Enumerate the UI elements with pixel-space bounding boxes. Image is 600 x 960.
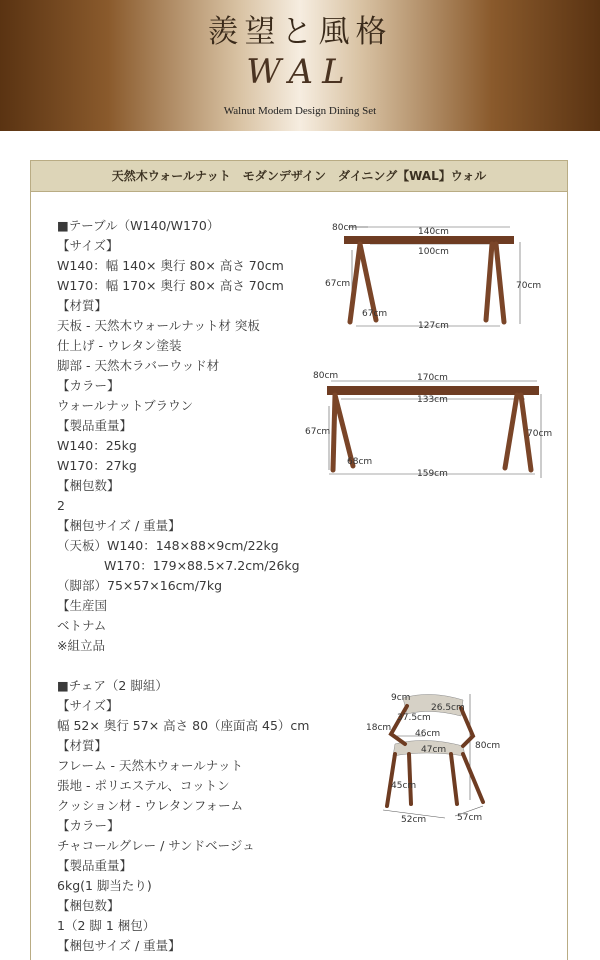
spec-line: W170：179×88.5×7.2cm/26kg (104, 558, 300, 573)
spec-line: 【サイズ】 (57, 698, 119, 713)
spec-line: ウォールナットブラウン (57, 398, 194, 413)
dim-arm: 9cm (391, 693, 411, 703)
spec-line: 【梱包数】 (57, 478, 120, 493)
banner-subtitle: Walnut Modem Design Dining Set (223, 105, 377, 117)
tabletop-w170 (327, 386, 539, 395)
spec-line: ※組立品 (57, 638, 105, 653)
spec-line: （脚部）75×57×16cm/7kg (57, 578, 223, 593)
dim-depth: 57cm (457, 813, 483, 823)
spec-line: 【梱包サイズ / 重量】 (57, 518, 181, 533)
chair-leg (387, 754, 395, 806)
dim-inner: 100cm (418, 247, 449, 257)
spec-line: W170：幅 170× 奥行 80× 高さ 70cm (57, 278, 284, 293)
header-banner (0, 0, 600, 131)
table-leg (335, 395, 353, 466)
dim-back-h: 18cm (366, 723, 392, 733)
table-leg (505, 395, 517, 468)
spec-line: W140：幅 140× 奥行 80× 高さ 70cm (57, 258, 284, 273)
dim-foot-span: 159cm (417, 469, 448, 479)
dim-height: 70cm (527, 429, 553, 439)
spec-line: W140：25kg (57, 438, 137, 453)
spec-line: 【製品重量】 (57, 418, 133, 433)
spec-line: 【材質】 (57, 298, 108, 313)
chair-leg (451, 754, 457, 804)
spec-line: 天板 - 天然木ウォールナット材 突板 (57, 318, 260, 333)
dim-leg-height: 67cm (325, 279, 351, 289)
section-title: 天然木ウォールナット モダンデザイン ダイニング【WAL】ウォル (30, 160, 568, 192)
dim-height: 70cm (516, 281, 542, 291)
table-w170-diagram (305, 366, 555, 486)
table-w140-diagram (320, 218, 550, 338)
spec-line: 1（2 脚 1 梱包） (57, 918, 156, 933)
wal-logo: WAL (246, 52, 354, 92)
banner-title: 羨望と風格 (207, 14, 393, 50)
dim-seat-w: 47cm (421, 745, 447, 755)
spec-line: W170：27kg (57, 458, 137, 473)
dim-seat-h: 45cm (391, 781, 417, 791)
chair-arm-frame (461, 708, 473, 746)
spec-line: 幅 52× 奥行 57× 高さ 80（座面高 45）cm (57, 718, 310, 733)
spec-line: 6kg(1 脚当たり) (57, 878, 152, 893)
spec-line: 【梱包サイズ / 重量】 (57, 938, 181, 953)
table-leg (496, 244, 504, 322)
tabletop-w140 (344, 236, 514, 244)
chair-leg (409, 754, 411, 804)
spec-line: 【サイズ】 (57, 238, 119, 253)
spec-line: チャコールグレー / サンドベージュ (57, 838, 255, 853)
dim-width: 52cm (401, 815, 427, 825)
table-leg (333, 395, 335, 470)
spec-line: 【製品重量】 (57, 858, 133, 873)
spec-line: ■テーブル（W140/W170） (57, 218, 220, 233)
table-leg (350, 244, 360, 322)
dim-width: 170cm (417, 373, 448, 383)
dim-leg-clear: 68cm (347, 457, 373, 467)
spec-line: 脚部 - 天然木ラバーウッド材 (57, 358, 220, 373)
spec-line: 【梱包数】 (57, 898, 120, 913)
spec-line: ベトナム (57, 618, 107, 633)
dim-depth: 80cm (313, 371, 339, 381)
chair-diagram (365, 688, 525, 828)
spec-line: 【カラー】 (57, 378, 120, 393)
dim-inner: 133cm (417, 395, 448, 405)
dim-leg-height: 67cm (305, 427, 331, 437)
dim-leg-clear: 67cm (362, 309, 388, 319)
spec-line: クッション材 - ウレタンフォーム (57, 798, 244, 813)
spec-line: 【カラー】 (57, 818, 120, 833)
chair-spec-list (57, 676, 309, 956)
dim-back-inner: 37.5cm (397, 713, 431, 723)
spec-line: 仕上げ - ウレタン塗装 (57, 338, 182, 353)
dim-seat-front: 46cm (415, 729, 441, 739)
table-spec-list (57, 216, 300, 656)
table-leg (486, 244, 492, 320)
dim-width: 140cm (418, 227, 449, 237)
spec-line: 【材質】 (57, 738, 108, 753)
dim-back-width: 26.5cm (431, 703, 465, 713)
spec-line: 【生産国 (57, 598, 108, 613)
dim-height: 80cm (475, 741, 501, 751)
spec-line: フレーム - 天然木ウォールナット (57, 758, 243, 773)
spec-line: 張地 - ポリエステル、コットン (57, 778, 230, 793)
spec-line: 2 (57, 498, 65, 513)
chair-arm-frame (391, 706, 407, 744)
spec-line: （天板）W140：148×88×9cm/22kg (57, 538, 279, 553)
dim-depth: 80cm (332, 223, 358, 233)
spec-line: ■チェア（2 脚組） (57, 678, 168, 693)
dim-foot-span: 127cm (418, 321, 449, 331)
chair-leg (463, 754, 483, 802)
